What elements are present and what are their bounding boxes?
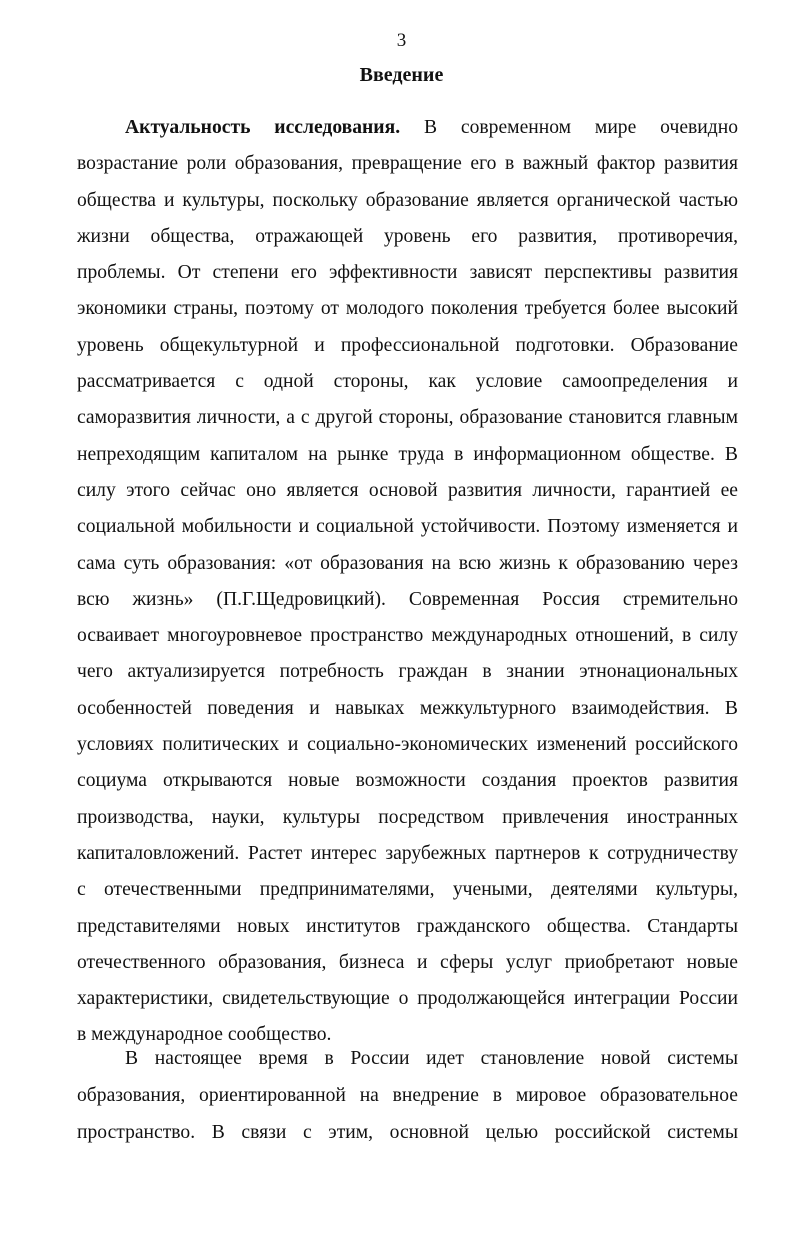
paragraph-relevance: [77, 110, 738, 1054]
paragraph-line: социальной мобильности и социальной устойчивости. Поэтому изменяется и: [77, 516, 738, 538]
paragraph-line: общества и культуры, поскольку образование является органической частью: [77, 189, 738, 211]
paragraph-line: [77, 110, 738, 146]
paragraph-line: возрастание роли образования, превращение его в важный фактор развития: [77, 153, 738, 175]
paragraph-line: В настоящее время в России идет становление новой системы: [125, 1048, 738, 1069]
paragraph-line: осваивает многоуровневое пространство международных отношений, в силу: [77, 625, 738, 647]
paragraph-line: непреходящим капиталом на рынке труда в информационном обществе. В: [77, 443, 738, 465]
paragraph-line: всю жизнь» (П.Г.Щедровицкий). Современная Россия стремительно: [77, 588, 738, 610]
paragraph-line: сама суть образования: «от образования на всю жизнь к образованию через: [77, 552, 738, 574]
paragraph-line: особенностей поведения и навыках межкультурного взаимодействия. В: [77, 697, 738, 719]
paragraph-line: в международное сообщество.: [77, 1024, 332, 1046]
paragraph-line: капиталовложений. Растет интерес зарубежных партнеров к сотрудничеству: [77, 842, 738, 864]
paragraph-line: с отечественными предпринимателями, учеными, деятелями культуры,: [77, 879, 738, 901]
paragraph-line: образования, ориентированной на внедрение в мировое образовательное: [77, 1085, 738, 1106]
lead-heading: Актуальность исследования.: [125, 117, 401, 138]
paragraph-line: рассматривается с одной стороны, как условие самоопределения и: [77, 371, 738, 393]
page-number: 3: [396, 30, 407, 51]
paragraph-line: отечественного образования, бизнеса и сферы услуг приобретают новые: [77, 951, 738, 973]
paragraph-line: условиях политических и социально-экономических изменений российского: [77, 734, 738, 756]
paragraph-line: социума открываются новые возможности создания проектов развития: [77, 770, 738, 792]
paragraph-line: жизни общества, отражающей уровень его развития, противоречия,: [77, 225, 738, 247]
paragraph-line: силу этого сейчас оно является основой развития личности, гарантией ее: [77, 479, 738, 501]
paragraph-line: характеристики, свидетельствующие о продолжающейся интеграции России: [77, 988, 738, 1010]
paragraph-line: уровень общекультурной и профессиональной подготовки. Образование: [77, 334, 738, 356]
paragraph-line: представителями новых институтов гражданского общества. Стандарты: [77, 915, 738, 937]
paragraph-line: проблемы. От степени его эффективности зависят перспективы развития: [77, 262, 738, 284]
paragraph-current-state: [77, 1040, 738, 1151]
paragraph-line: саморазвития личности, а с другой стороны, образование становится главным: [77, 407, 738, 429]
first-line-text: В современном мире очевидно: [400, 117, 739, 138]
paragraph-line: чего актуализируется потребность граждан в знании этнонациональных: [77, 661, 738, 683]
section-title: Введение: [359, 64, 444, 86]
paragraph-line: экономики страны, поэтому от молодого поколения требуется более высокий: [77, 298, 738, 320]
paragraph-line: пространство. В связи с этим, основной целью российской системы: [77, 1122, 738, 1143]
paragraph-line: производства, науки, культуры посредством привлечения иностранных: [77, 806, 738, 828]
